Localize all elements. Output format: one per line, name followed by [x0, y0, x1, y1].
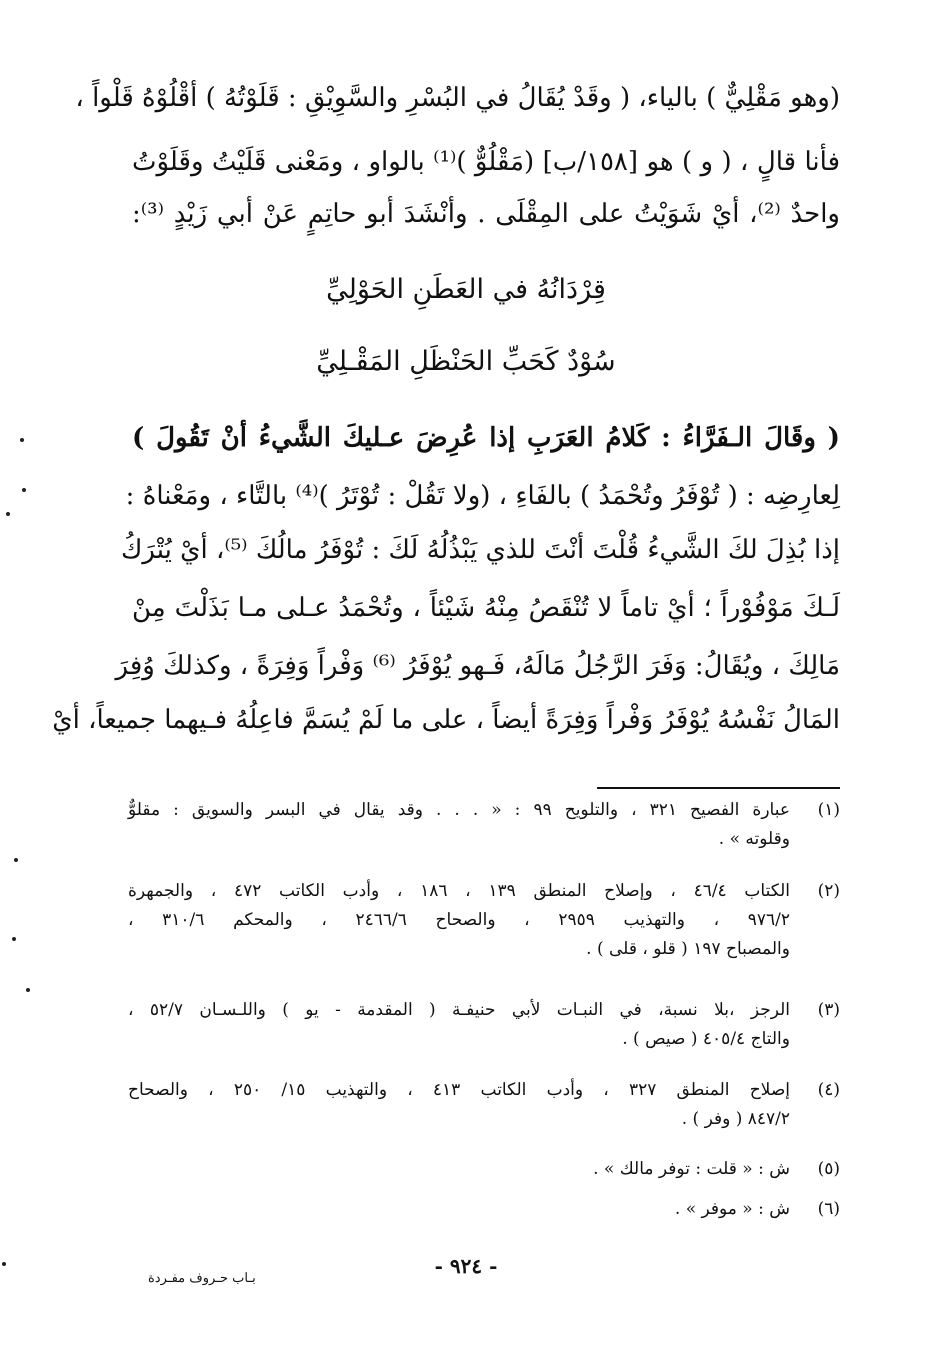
footnote-number: (٥) [817, 1159, 840, 1179]
footnote-number: (٣) [817, 1000, 840, 1020]
margin-speck [12, 937, 16, 941]
footnote-5 [128, 1155, 840, 1184]
body-line-4: لِعارِضِه : ( تُوْفَرُ وتُحْمَدُ ) بالفَاءِ ، (ولا تَقُلْ : تُوْتَرُ )⁽⁴⁾ بالتَّاء ، ومَعْناهُ : [125, 481, 840, 511]
body-line-7: مَالِكَ ، ويُقَالُ: وَفَرَ الرَّجُلُ مَالَهُ، فَـهو يُوْفَرُ ⁽⁶⁾ وَفْراً وَفِرَةً ، وكذلكَ وُفِرَ [115, 651, 840, 681]
footnote-3 [128, 996, 840, 1054]
footnote-2 [128, 877, 840, 964]
body-line-1: (وهو مَقْلِيٌّ ) بالياء، ( وقَدْ يُقَالُ في البُسْرِ والسَّوِيْقِ : قَلَوْتُهُ ) أقْلُوْهُ قَلْواً ، [75, 83, 840, 113]
footnote-number: (٢) [817, 881, 840, 901]
body-line-6: لَـكَ مَوْفُوْراً ؛ أيْ تاماً لا تُنْقَصُ مِنْهُ شَيْئاً ، وتُحْمَدُ عـلى مـا بَذَلْتَ مِنْ [132, 593, 840, 623]
footnote-1 [128, 796, 840, 854]
margin-speck [20, 438, 24, 442]
margin-speck [22, 488, 26, 492]
body-line-3: واحدٌ ⁽²⁾، أيْ شَوَيْتُ على المِقْلَى . وأنْشَدَ أبو حاتِمٍ عَنْ أبي زَيْدٍ ⁽³⁾: [132, 199, 840, 229]
footnote-text-line: الكتاب ٤٦/٤ ، وإصلاح المنطق ١٣٩ ، ١٨٦ ، وأدب الكاتب ٤٧٢ ، والجمهرة [128, 881, 790, 901]
footnote-text-line: ش : « قلت : توفر مالك » . [593, 1159, 790, 1179]
footnote-6 [128, 1195, 840, 1224]
page-number: - ٩٢٤ - [434, 1254, 498, 1278]
running-title: بـاب حـروف مفـردة [148, 1271, 256, 1286]
body-line-8: المَالُ نَفْسُهُ يُوْفَرُ وَفْراً وَفِرَةً أيضاً ، على ما لَمْ يُسَمَّ فاعِلُهُ فـيهما جميعاً، أيْ [52, 705, 840, 735]
body-line-2: فأنا قالٍ ، ( و ) هو [١٥٨/ب] (مَقْلُوٌّ )⁽¹⁾ بالواو ، ومَعْنى قَلَيْتُ وقَلَوْتُ [132, 147, 840, 177]
footnote-text-line: والتاج ٤٠٥/٤ ( صيص ) . [622, 1029, 790, 1049]
footnote-separator [597, 787, 840, 789]
margin-speck [26, 988, 30, 992]
verse-line-2: سُوْدٌ كَحَبِّ الحَنْظَلِ المَقْـلِيِّ [316, 346, 616, 377]
footnote-text-line: وقلوته » . [718, 829, 790, 849]
margin-speck [14, 858, 18, 862]
footnote-text-line: ٨٤٧/٢ ( وفر ) . [681, 1109, 790, 1129]
footnote-text-line: إصلاح المنطق ٣٢٧ ، وأدب الكاتب ٤١٣ ، والتهذيب ١٥/ ٢٥٠ ، والصحاح [128, 1080, 790, 1100]
footnote-text-line: ش : « موفر » . [674, 1199, 790, 1219]
margin-speck [2, 1262, 6, 1266]
footnote-text-line: والمصباح ١٩٧ ( قلو ، قلى ) . [586, 939, 790, 959]
margin-speck [6, 512, 10, 516]
verse-line-1: قِرْدَانُهُ في العَطَنِ الحَوْلِيِّ [326, 274, 606, 305]
footnote-text-line: عبارة الفصيح ٣٢١ ، والتلويح ٩٩ : « . . . وقد يقال في البسر والسويق : مقلوٌّ [128, 800, 790, 820]
footnote-text-line: الرجز ،بلا نسبة، في النبـات لأبي حنيفـة ( المقدمة - يو ) واللـسـان ٥٢/٧ ، [128, 1000, 791, 1020]
footnote-text-line: ٩٧٦/٢ ، والتهذيب ٢٩٥٩ ، والصحاح ٢٤٦٦/٦ ، والمحكم ٣١٠/٦ ، [128, 910, 791, 930]
footnote-number: (٤) [817, 1080, 840, 1100]
section-heading-line: ( وقَالَ الـفَرَّاءُ : كَلامُ العَرَبِ إذا عُرِضَ عـليكَ الشَّيءُ أنْ تَقُولَ ) [132, 423, 840, 453]
footnote-4 [128, 1076, 840, 1134]
body-line-5: إذا بُذِلَ لكَ الشَّيءُ قُلْتَ أنْتَ للذي يَبْذُلُهُ لَكَ : تُوْفَرُ مالُكَ ⁽⁵⁾، أيْ يُتْرَكُ [120, 535, 840, 565]
footnote-number: (١) [817, 800, 840, 820]
footnote-number: (٦) [817, 1199, 840, 1219]
